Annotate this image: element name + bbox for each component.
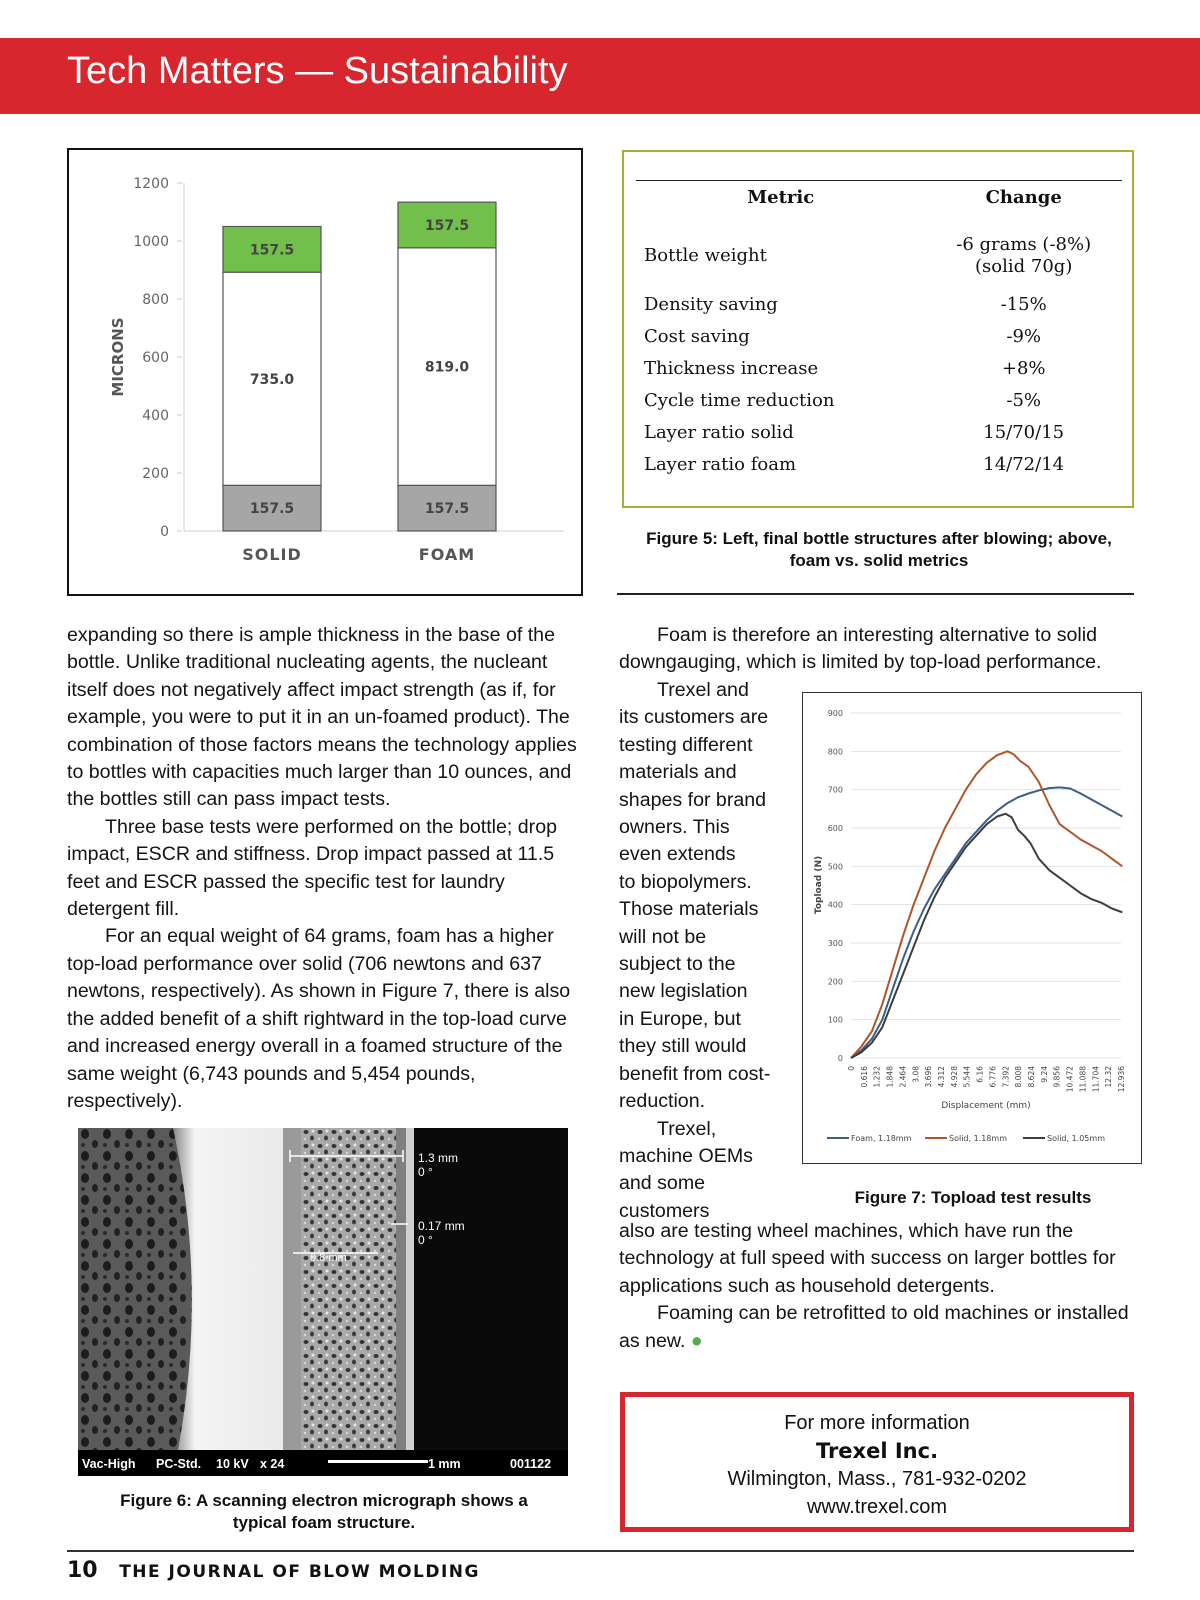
text-line: will not be xyxy=(619,925,707,948)
table-row xyxy=(636,289,1122,321)
table-header-change: Change xyxy=(925,181,1122,223)
y-tick-label: 500 xyxy=(827,862,843,872)
metrics-table xyxy=(636,180,1122,481)
figure5-chart xyxy=(67,148,583,596)
x-tick-label: 1.848 xyxy=(885,1066,895,1088)
sem-micrograph xyxy=(78,1128,568,1476)
table-cell-change: -15% xyxy=(1000,294,1047,315)
figure7-chart-svg xyxy=(803,693,1140,1162)
figure6-caption xyxy=(80,1490,568,1534)
figure5-caption-line: foam vs. solid metrics xyxy=(789,551,969,570)
page-title: Tech Matters — Sustainability xyxy=(67,50,568,92)
y-tick-label: 1000 xyxy=(133,234,169,250)
x-tick-label: 0 xyxy=(847,1066,856,1071)
paragraph: For an equal weight of 64 grams, foam has a higher top-load performance over solid (706 newtons and 637 newtons, respectively). As shown in Figure 7, there is also the added benefit of a shift rightward in the top-load curve and increased energy overall in a foamed structure of the same weight (6,743 pounds and 5,454 pounds, respectively). xyxy=(67,925,571,1112)
table-header-row xyxy=(636,181,1122,223)
text-line: to biopolymers. xyxy=(619,870,752,893)
table-cell-metric: Layer ratio foam xyxy=(644,454,797,475)
table-cell-change: +8% xyxy=(1001,358,1046,379)
change-line: (solid 70g) xyxy=(975,255,1073,277)
right-column-intro xyxy=(619,622,1134,677)
table-cell-change: -5% xyxy=(1006,390,1042,411)
paragraph xyxy=(619,677,809,1116)
sem-info-detector: PC-Std. xyxy=(156,1457,202,1471)
table-cell-change xyxy=(925,223,1122,289)
figure7-chart xyxy=(802,692,1142,1164)
data-label: 157.5 xyxy=(249,242,295,259)
sem-info-voltage: 10 kV xyxy=(216,1457,249,1471)
x-tick-label: 11.088 xyxy=(1078,1066,1088,1093)
data-label: 157.5 xyxy=(424,501,470,518)
y-tick-label: 900 xyxy=(827,709,843,718)
data-label: 735.0 xyxy=(249,371,295,388)
table-cell-metric: Density saving xyxy=(644,294,778,315)
company-name: Trexel Inc. xyxy=(815,1439,939,1463)
text-line: Those materials xyxy=(619,898,759,921)
figure5-chart-svg xyxy=(69,150,581,594)
data-label: 157.5 xyxy=(424,217,470,234)
table-row xyxy=(636,223,1122,289)
paragraph xyxy=(619,1116,809,1226)
right-column-narrow-text xyxy=(619,677,809,1225)
figure6-sem-image xyxy=(78,1128,568,1476)
paragraph xyxy=(619,1300,1134,1355)
sem-label-thickness: 1.3 mm xyxy=(418,1151,459,1165)
journal-name: THE JOURNAL OF BLOW MOLDING xyxy=(119,1562,480,1582)
y-tick-label: 800 xyxy=(827,747,843,757)
table-cell-change: 15/70/15 xyxy=(983,422,1065,443)
y-tick-label: 300 xyxy=(827,939,843,948)
end-mark-icon: ● xyxy=(690,1329,703,1352)
company-website-link[interactable]: www.trexel.com xyxy=(806,1496,948,1518)
x-tick-label: 8.624 xyxy=(1027,1066,1036,1088)
table-header-metric: Metric xyxy=(636,181,925,223)
figure6-caption-line: Figure 6: A scanning electron micrograph shows a xyxy=(120,1491,528,1510)
text-line: materials and xyxy=(619,761,737,784)
header-band xyxy=(0,38,1200,114)
x-tick-label: 4.928 xyxy=(949,1066,959,1088)
y-tick-label: 800 xyxy=(142,292,169,308)
x-tick-label: 12.936 xyxy=(1117,1066,1126,1093)
table-row xyxy=(636,353,1122,385)
table-cell-change: -9% xyxy=(1006,326,1042,347)
table-row xyxy=(636,385,1122,417)
figure5-metrics-panel xyxy=(622,150,1134,508)
sem-label-thickness: 0.8 mm xyxy=(310,1252,347,1264)
y-axis-label: MICRONS xyxy=(109,317,127,397)
sem-info-mode: Vac-High xyxy=(82,1457,136,1471)
text-line: testing different xyxy=(619,733,753,756)
text-line: Trexel and xyxy=(657,679,749,701)
text-line: reduction. xyxy=(619,1090,706,1113)
y-tick-label: 100 xyxy=(827,1015,843,1025)
y-tick-label: 200 xyxy=(142,466,169,482)
x-tick-label: 12.32 xyxy=(1104,1066,1114,1088)
table-cell-metric: Cycle time reduction xyxy=(644,390,835,411)
sem-info-scale: 1 mm xyxy=(428,1457,461,1471)
y-tick-label: 0 xyxy=(837,1054,843,1063)
legend-label: Solid, 1.05mm xyxy=(1047,1134,1105,1143)
footer xyxy=(67,1558,480,1583)
x-tick-label: 6.776 xyxy=(988,1066,998,1088)
table-cell-change: 14/72/14 xyxy=(983,454,1065,475)
x-tick-label: 1.232 xyxy=(872,1066,882,1088)
text-line: machine OEMs xyxy=(619,1144,753,1167)
y-tick-label: 0 xyxy=(160,524,169,540)
sem-label-angle: 0 ° xyxy=(418,1233,433,1247)
page-number: 10 xyxy=(67,1558,98,1583)
x-category-label: FOAM xyxy=(418,545,476,564)
x-tick-label: 7.392 xyxy=(1001,1066,1011,1088)
x-tick-label: 0.616 xyxy=(859,1066,869,1088)
data-label: 819.0 xyxy=(424,359,470,376)
y-tick-label: 600 xyxy=(827,824,843,833)
x-tick-label: 3.08 xyxy=(911,1066,921,1083)
y-tick-label: 400 xyxy=(827,900,843,910)
text-line: even extends xyxy=(619,843,736,866)
text-line: customers xyxy=(619,1199,710,1222)
paragraph-text: Foaming can be retrofitted to old machines or installed as new. xyxy=(619,1302,1129,1352)
sem-scale-bar xyxy=(328,1460,428,1463)
sem-info-image-number: 001122 xyxy=(510,1457,552,1471)
y-tick-label: 1200 xyxy=(133,176,169,192)
series-line xyxy=(851,814,1122,1058)
company-address: Wilmington, Mass., 781-932-0202 xyxy=(727,1468,1027,1490)
text-line: Trexel, xyxy=(657,1117,717,1140)
table-cell-metric: Layer ratio solid xyxy=(644,422,794,443)
legend-label: Foam, 1.18mm xyxy=(851,1134,912,1143)
change-line: -6 grams (-8%) xyxy=(956,233,1092,255)
left-column-text xyxy=(67,622,587,1115)
figure6-caption-line: typical foam structure. xyxy=(232,1513,416,1532)
y-tick-label: 700 xyxy=(827,785,843,795)
legend-label: Solid, 1.18mm xyxy=(949,1134,1007,1143)
x-axis-label: Displacement (mm) xyxy=(941,1101,1031,1111)
text-line: they still would xyxy=(619,1035,747,1058)
y-tick-label: 600 xyxy=(142,350,169,366)
table-cell-metric: Cost saving xyxy=(644,326,750,347)
text-line: shapes for brand xyxy=(619,788,767,811)
y-tick-label: 200 xyxy=(827,977,843,987)
paragraph: Foam is therefore an interesting alternative to solid downgauging, which is limited by top-load performance. xyxy=(619,624,1102,674)
text-line: new legislation xyxy=(619,980,748,1003)
table-cell-metric: Thickness increase xyxy=(644,358,819,379)
section-divider xyxy=(617,593,1134,595)
text-line: owners. This xyxy=(619,816,730,839)
table-row xyxy=(636,449,1122,481)
contact-info-box xyxy=(620,1392,1134,1532)
text-line: its customers are xyxy=(619,706,769,729)
paragraph: Three base tests were performed on the bottle; drop impact, ESCR and stiffness. Drop impact passed at 11.5 feet and ESCR passed the specific test for laundry detergent fill. xyxy=(67,815,557,921)
text-line: subject to the xyxy=(619,953,736,976)
x-tick-label: 5.544 xyxy=(962,1066,972,1088)
paragraph: expanding so there is ample thickness in the base of the bottle. Unlike traditional nucleating agents, the nucleant itself does not negatively affect impact strength (as if, for example, you were to put it in an un-foamed product). The combination of those factors means the technology applies to bottles with capacities much larger than 10 ounces, and the bottles still can pass impact tests. xyxy=(67,624,577,811)
x-tick-label: 9.24 xyxy=(1039,1066,1049,1083)
x-tick-label: 9.856 xyxy=(1052,1066,1062,1088)
text-line: and some xyxy=(619,1172,706,1195)
table-cell-metric: Bottle weight xyxy=(644,244,767,266)
x-tick-label: 6.16 xyxy=(975,1066,985,1083)
x-tick-label: 3.696 xyxy=(924,1066,934,1088)
x-tick-label: 11.704 xyxy=(1091,1066,1101,1093)
sem-info-magnification: x 24 xyxy=(260,1457,285,1471)
y-tick-label: 400 xyxy=(142,408,169,424)
footer-divider xyxy=(67,1550,1134,1552)
info-heading: For more information xyxy=(784,1412,970,1434)
figure7-caption: Figure 7: Topload test results xyxy=(854,1188,1092,1207)
y-axis-label: Topload (N) xyxy=(814,855,824,915)
x-tick-label: 10.472 xyxy=(1065,1066,1075,1093)
figure5-caption-line: Figure 5: Left, final bottle structures after blowing; above, xyxy=(646,529,1112,548)
x-tick-label: 2.464 xyxy=(898,1066,908,1088)
x-tick-label: 8.008 xyxy=(1014,1066,1024,1088)
right-column-text xyxy=(619,1218,1134,1355)
x-tick-label: 4.312 xyxy=(937,1066,946,1088)
sem-label-thickness: 0.17 mm xyxy=(418,1219,465,1233)
table-row xyxy=(636,417,1122,449)
text-line: benefit from cost- xyxy=(619,1062,771,1085)
data-label: 157.5 xyxy=(249,501,295,518)
text-line: in Europe, but xyxy=(619,1007,742,1030)
figure5-caption xyxy=(622,528,1136,572)
sem-label-angle: 0 ° xyxy=(418,1165,433,1179)
table-row xyxy=(636,321,1122,353)
paragraph: also are testing wheel machines, which have run the technology at full speed with success on larger bottles for applications such as household detergents. xyxy=(619,1220,1116,1297)
x-category-label: SOLID xyxy=(242,545,302,564)
